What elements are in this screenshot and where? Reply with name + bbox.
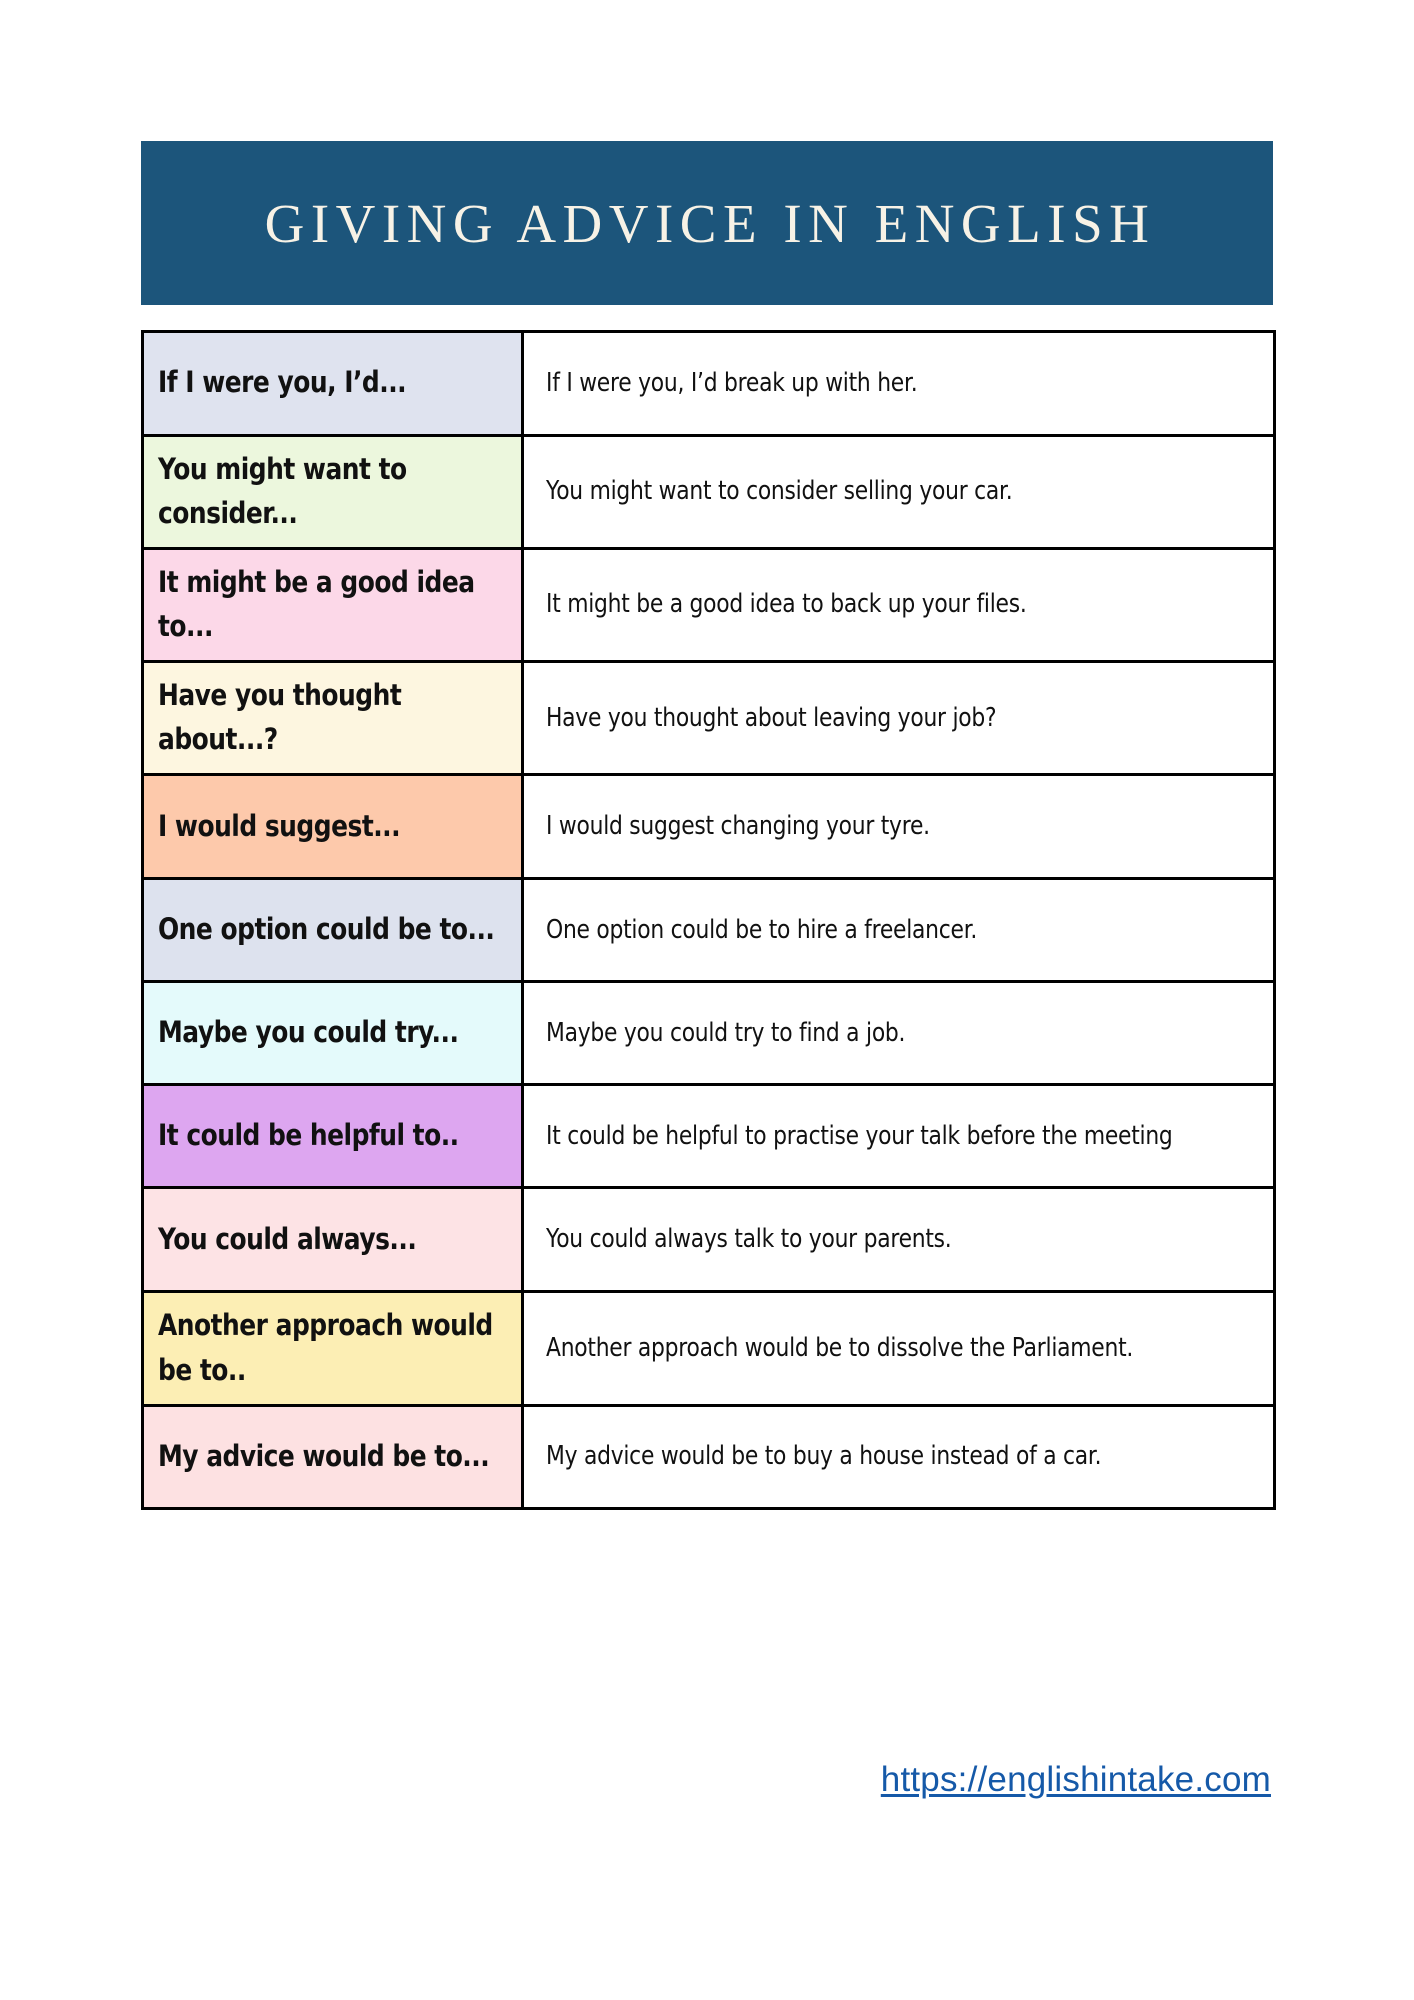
phrase-cell <box>143 982 523 1085</box>
example-text: It might be a good idea to back up your files. <box>546 589 1027 620</box>
phrase-text: It might be a good idea to... <box>158 565 475 644</box>
example-text: It could be helpful to practise your talk before the meeting <box>546 1120 1173 1151</box>
phrase-cell <box>143 1405 523 1508</box>
table-row <box>143 775 1275 879</box>
phrase-cell <box>143 662 523 775</box>
table-row <box>143 332 1275 436</box>
phrase-cell <box>143 332 523 436</box>
phrase-cell <box>143 549 523 662</box>
example-cell <box>523 1405 1275 1508</box>
footer-link-container <box>141 1760 1273 1800</box>
example-cell <box>523 982 1275 1085</box>
phrase-cell <box>143 1085 523 1188</box>
table-row <box>143 1292 1275 1405</box>
example-cell <box>523 1085 1275 1188</box>
example-text: If I were you, I’d break up with her. <box>546 367 918 398</box>
example-text: Maybe you could try to find a job. <box>546 1017 906 1048</box>
phrase-text: My advice would be to... <box>158 1438 490 1473</box>
website-url-link[interactable]: https://englishintake.com <box>880 1760 1271 1799</box>
example-cell <box>523 879 1275 982</box>
table-row <box>143 1188 1275 1292</box>
table-row <box>143 879 1275 982</box>
phrase-text: Maybe you could try... <box>158 1015 459 1050</box>
page-header-banner <box>141 141 1273 305</box>
phrase-cell <box>143 1292 523 1405</box>
phrase-text: It could be helpful to.. <box>158 1118 459 1153</box>
example-cell <box>523 332 1275 436</box>
table-row <box>143 982 1275 1085</box>
table-row <box>143 662 1275 775</box>
phrase-text: You could always... <box>158 1221 417 1256</box>
example-text: You might want to consider selling your car. <box>546 476 1013 507</box>
example-cell <box>523 1292 1275 1405</box>
example-text: One option could be to hire a freelancer. <box>546 914 978 945</box>
table-row <box>143 436 1275 549</box>
example-cell <box>523 662 1275 775</box>
table-row <box>143 549 1275 662</box>
example-text: My advice would be to buy a house instead of a car. <box>546 1440 1102 1471</box>
example-cell <box>523 775 1275 879</box>
example-cell <box>523 549 1275 662</box>
example-text: I would suggest changing your tyre. <box>546 811 930 842</box>
table-row <box>143 1085 1275 1188</box>
phrase-text: One option could be to... <box>158 912 495 947</box>
phrase-text: If I were you, I’d... <box>158 365 407 400</box>
phrase-cell <box>143 1188 523 1292</box>
advice-phrases-table <box>141 330 1276 1510</box>
example-cell <box>523 436 1275 549</box>
phrase-cell <box>143 879 523 982</box>
phrase-text: You might want to consider... <box>158 452 407 531</box>
phrase-cell <box>143 436 523 549</box>
phrase-text: Another approach would be to.. <box>158 1308 493 1387</box>
example-text: Another approach would be to dissolve the Parliament. <box>546 1332 1134 1363</box>
phrase-text: I would suggest... <box>158 808 401 843</box>
advice-table-body <box>143 332 1275 1509</box>
example-cell <box>523 1188 1275 1292</box>
example-text: You could always talk to your parents. <box>546 1224 952 1255</box>
phrase-cell <box>143 775 523 879</box>
example-text: Have you thought about leaving your job? <box>546 702 997 733</box>
phrase-text: Have you thought about...? <box>158 678 402 757</box>
table-row <box>143 1405 1275 1508</box>
page-title: GIVING ADVICE IN ENGLISH <box>264 192 1156 254</box>
